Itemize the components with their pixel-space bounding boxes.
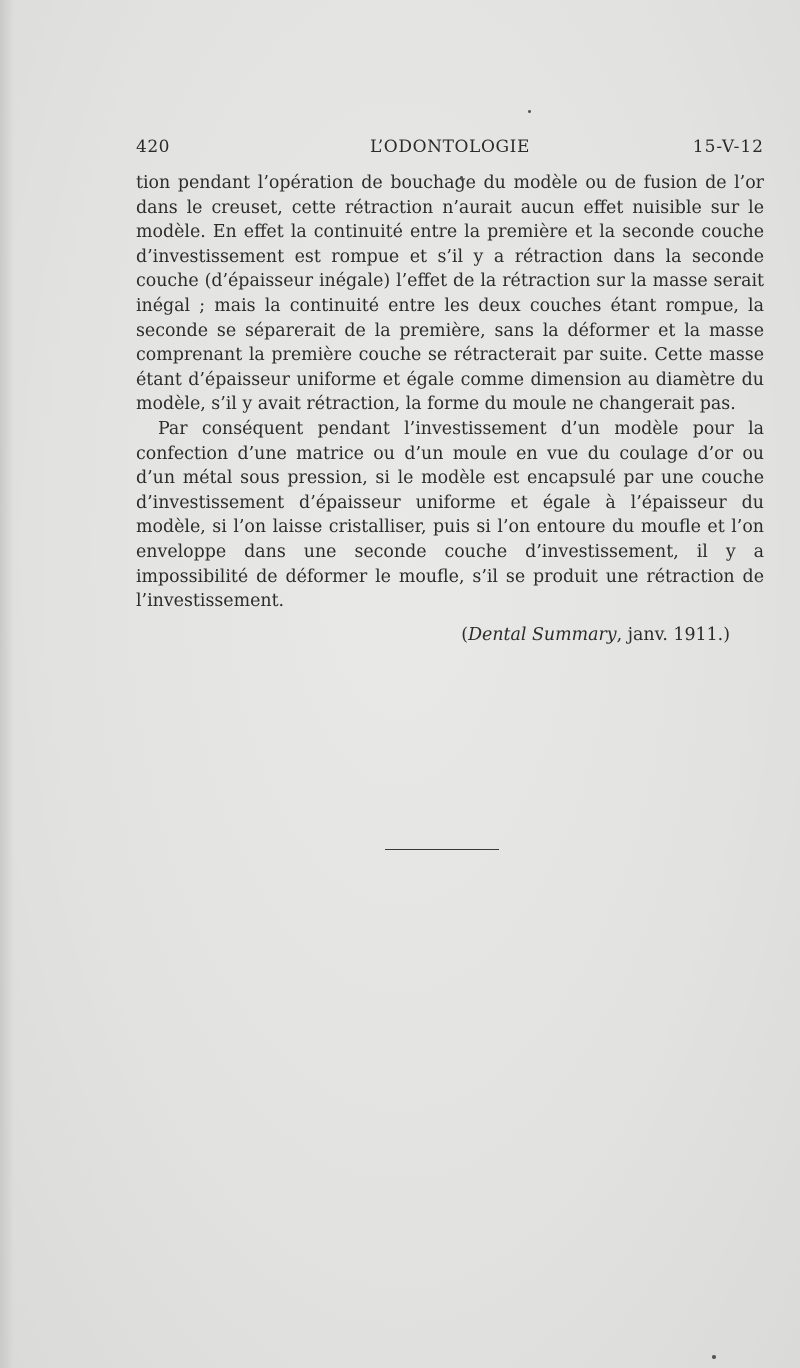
running-head xyxy=(136,137,764,163)
citation-close-paren: ) xyxy=(723,625,730,645)
page-number: 420 xyxy=(136,137,170,157)
end-of-article-rule xyxy=(385,849,499,850)
citation-open-paren: ( xyxy=(461,625,469,645)
paragraph-conclusion: Par conséquent pendant l’investissement d’un modèle pour la confection d’une matrice ou d’un moule en vue du coulage d’or ou d’un métal sous pression, si le modèle est encapsulé par une couche d’investissement d’épaisseur uniforme et égale à l’épaisseur du modèle, si l’on laisse cristalliser, puis si l’on entoure du moufle et l’on enveloppe dans une seconde couche d’investissement, il y a impossibilité de déformer le moufle, s’il se produit une rétraction de l’investissement. xyxy=(136,418,764,612)
issue-date: 15-V-12 xyxy=(692,137,764,157)
spine-shadow xyxy=(0,0,14,1368)
ink-speck xyxy=(528,110,531,113)
ink-speck xyxy=(712,1355,716,1359)
article-body xyxy=(136,171,764,614)
source-citation xyxy=(136,622,730,648)
citation-date: , janv. 1911. xyxy=(616,625,724,645)
paragraph-continuation: tion pendant l’opération de bouchage du modèle ou de fusion de l’or dans le creuset, cette rétraction n’aurait aucun effet nuisible sur le modèle. En effet la continuité entre la première et la seconde couche d’investissement est rompue et s’il y a rétraction dans la seconde couche (d’épaisseur inégale) l’effet de la rétraction sur la masse serait inégal ; mais la continuité entre les deux couches étant rompue, la seconde se séparerait de la première, sans la déformer et la masse comprenant la première couche se rétracterait par suite. Cette masse étant d’épaisseur uniforme et égale comme dimension au diamètre du modèle, s’il y avait rétraction, la forme du moule ne changerait pas. xyxy=(136,173,764,415)
journal-title: L’ODONTOLOGIE xyxy=(369,137,530,157)
citation-source: Dental Summary xyxy=(468,625,617,645)
